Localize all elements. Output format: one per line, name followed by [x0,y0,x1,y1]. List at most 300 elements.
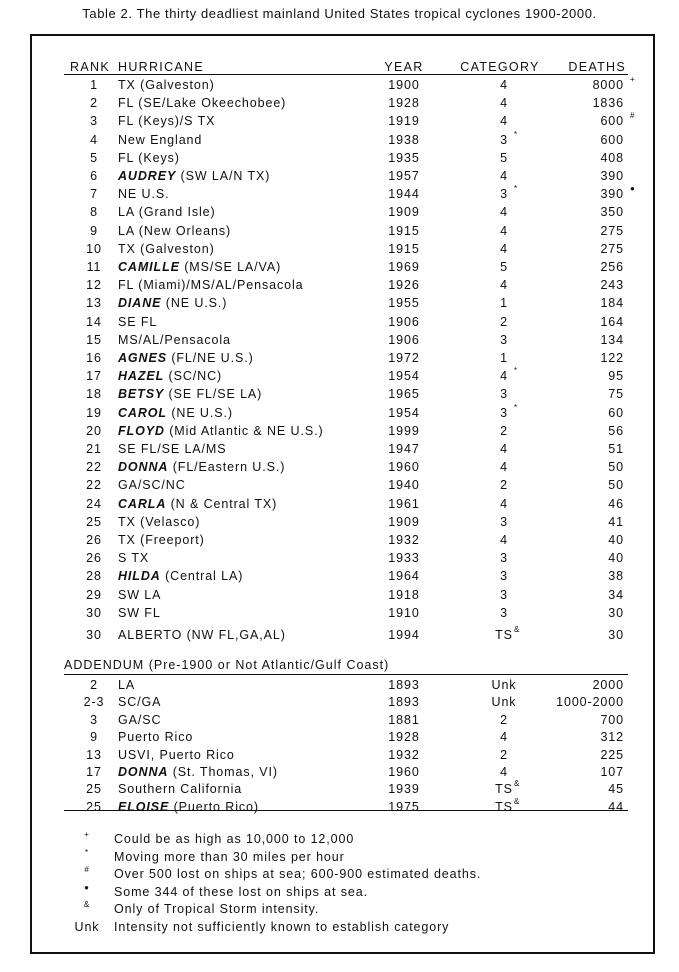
deaths-cell: 8000 + [556,76,624,94]
location-text: TX (Velasco) [118,514,201,529]
category-cell: 3 * [474,185,534,203]
rank-cell: 21 [86,442,102,456]
location-text: SE FL/SE LA/MS [118,442,227,456]
location-text: (FL/NE U.S.) [166,351,254,365]
rank-cell: 11 [86,260,102,274]
header-deaths: DEATHS [568,60,626,74]
category-cell: TS & [474,798,534,816]
year-cell: 1919 [388,114,420,129]
category-cell: 4 [500,114,508,129]
hurricane-cell [118,780,242,798]
storm-name: DIANE [118,296,162,311]
table-row [32,604,652,622]
deaths-footnote-mark: ● [630,184,635,194]
year-cell: 1906 [388,332,420,347]
addendum-rule-top [64,674,628,675]
category-cell: 4 [500,223,508,238]
deaths-cell: 184 [600,296,624,311]
table-row [32,531,652,549]
location-text: (FL/Eastern U.S.) [168,460,286,475]
rank-cell: 2-3 [83,695,105,710]
table-row [32,313,652,331]
year-cell: 1939 [388,782,420,797]
table-row [32,185,652,203]
location-text: USVI, Puerto Rico [118,747,235,762]
hurricane-cell [118,476,186,494]
table-row [32,440,652,458]
deaths-cell: 60 [608,405,624,420]
hurricane-cell [118,149,180,167]
location-text: (N & Central TX) [166,496,278,511]
location-text: Puerto Rico [118,730,194,745]
year-cell: 1957 [388,169,420,183]
footnote-text: Could be as high as 10,000 to 12,000 [114,832,355,846]
year-cell: 1932 [388,747,420,762]
location-text: TX (Galveston) [118,78,215,92]
category-cell: 2 [500,314,508,329]
table-row [32,404,652,422]
storm-name: HAZEL [118,369,165,384]
location-text: S TX [118,551,150,566]
year-cell: 1893 [388,678,420,692]
rank-cell: 12 [86,278,102,293]
hurricane-cell [118,458,285,476]
category-cell: 3 * [474,404,534,422]
rank-cell: 20 [86,423,102,438]
category-cell: Unk [491,695,517,710]
location-text: Southern California [118,782,243,797]
hurricane-cell [118,258,281,276]
category-cell: 3 [500,387,508,402]
footnote-symbol: ● [84,882,90,892]
table-row [32,385,652,403]
category-footnote-mark: * [514,366,518,376]
footnote-text: Moving more than 30 miles per hour [114,849,345,864]
hurricane-cell [118,495,277,513]
deaths-cell: 45 [608,782,624,797]
deaths-cell: 41 [608,514,624,529]
location-text: MS/AL/Pensacola [118,332,231,347]
rank-cell: 14 [86,314,102,329]
hurricane-cell [118,313,157,331]
addendum-title: ADDENDUM (Pre-1900 or Not Atlantic/Gulf Coast) [64,658,390,672]
storm-name: AGNES [118,351,167,365]
footnote-row [32,848,652,866]
addendum-row [32,676,652,694]
hurricane-cell [118,513,200,531]
footnote-row [32,883,652,901]
category-cell: Unk [491,678,517,692]
year-cell: 1915 [388,241,420,256]
deaths-cell: 30 [608,605,624,620]
rank-cell: 28 [86,569,102,584]
deaths-cell: 95 [608,369,624,384]
category-cell: 4 [500,442,508,456]
deaths-cell: 275 [600,223,624,238]
year-cell: 1932 [388,533,420,547]
hurricane-cell [118,167,270,185]
location-text: LA [118,678,136,692]
table-row [32,167,652,185]
hurricane-cell [118,240,215,258]
footnote-text: Some 344 of these lost on ships at sea. [114,884,368,899]
table-row [32,586,652,604]
category-footnote-mark: & [514,625,520,634]
category-cell: 3 [500,587,508,602]
addendum-row [32,711,652,729]
storm-name: DONNA [118,460,169,475]
rank-cell: 15 [86,332,102,347]
location-text: (St. Thomas, VI) [168,765,278,779]
rank-cell: 17 [86,765,102,779]
location-text: (Puerto Rico) [169,799,259,814]
table-row [32,76,652,94]
table-row [32,112,652,130]
deaths-footnote-mark: # [630,111,635,121]
deaths-cell: 600 # [556,112,624,130]
hurricane-cell [118,94,286,112]
rank-cell: 2 [90,678,98,692]
footnote-text: Intensity not sufficiently known to establish category [114,920,450,934]
year-cell: 1999 [388,423,420,438]
hurricane-cell [118,294,227,312]
hurricane-cell [118,276,304,294]
category-cell: 4 [500,765,508,779]
table-row [32,331,652,349]
year-cell: 1881 [388,712,420,727]
year-cell: 1964 [388,569,420,584]
footnote-row [32,918,652,936]
category-cell: 5 [500,150,508,165]
rank-cell: 30 [86,628,102,642]
location-text: FL (Keys) [118,150,180,165]
deaths-cell: 243 [600,278,624,293]
hurricane-cell [118,711,161,729]
location-text: New England [118,132,203,147]
footnote-symbol: # [84,865,90,875]
category-cell: 4 [500,533,508,547]
storm-name: FLOYD [118,423,165,438]
year-cell: 1928 [388,96,420,111]
category-cell: 3 [500,605,508,620]
deaths-cell: 390 ● [556,185,624,203]
year-cell: 1893 [388,695,420,710]
hurricane-cell [118,112,215,130]
location-text: (NE U.S.) [161,296,228,311]
hurricane-cell [118,693,161,711]
category-cell: 4 [500,241,508,256]
hurricane-cell [118,567,243,585]
storm-name: HILDA [118,569,161,584]
category-cell: 2 [500,712,508,727]
year-cell: 1938 [388,132,420,147]
deaths-cell: 312 [600,730,624,745]
rank-cell: 9 [90,730,98,745]
hurricane-cell [118,763,278,781]
rank-cell: 16 [86,351,102,365]
rank-cell: 24 [86,496,102,511]
hurricane-cell [118,385,262,403]
location-text: SW FL [118,605,161,620]
rank-cell: 7 [90,187,98,202]
location-text: (NE U.S.) [166,405,233,420]
footnote-row [32,900,652,918]
addendum-row [32,780,652,798]
hurricane-cell [118,131,202,149]
hurricane-cell [118,676,135,694]
footnote-text: Only of Tropical Storm intensity. [114,902,320,917]
category-footnote-mark: * [514,402,518,412]
table-row [32,349,652,367]
category-footnote-mark: & [514,779,520,789]
footnote-symbol: * [84,847,89,857]
location-text: SE FL [118,314,158,329]
location-text: (SE FL/SE LA) [164,387,263,402]
table-row [32,513,652,531]
header-rule [64,74,628,75]
year-cell: 1954 [388,369,420,384]
category-cell: 4 * [474,367,534,385]
category-cell: 4 [500,496,508,511]
table-row [32,495,652,513]
year-cell: 1944 [388,187,420,202]
deaths-cell: 600 [600,132,624,147]
year-cell: 1947 [388,442,420,456]
table-row [32,626,652,644]
year-cell: 1965 [388,387,420,402]
year-cell: 1900 [388,78,420,92]
table-frame [30,34,655,954]
year-cell: 1918 [388,587,420,602]
rank-cell: 3 [90,712,98,727]
category-cell: TS & [474,626,534,644]
rank-cell: 10 [86,241,102,256]
table-row [32,94,652,112]
table-row [32,222,652,240]
location-text: FL (Keys)/S TX [118,114,216,129]
hurricane-cell [118,798,259,816]
rank-cell: 26 [86,551,102,566]
rank-cell: 17 [86,369,102,384]
category-cell: 4 [500,96,508,111]
table-row [32,567,652,585]
location-text: (SC/NC) [164,369,223,384]
rank-cell: 22 [86,478,102,493]
footnote-row [32,865,652,883]
year-cell: 1909 [388,514,420,529]
category-cell: 4 [500,278,508,293]
location-text: LA (New Orleans) [118,223,232,238]
hurricane-cell [118,549,149,567]
table-row [32,458,652,476]
addendum-row [32,746,652,764]
location-text: GA/SC [118,712,162,727]
rank-cell: 4 [90,132,98,147]
location-text: NE U.S. [118,187,170,202]
rank-cell: 9 [90,223,98,238]
deaths-cell: 34 [608,587,624,602]
table-row [32,367,652,385]
footnote-symbol: & [83,900,91,910]
addendum-row [32,763,652,781]
hurricane-cell [118,531,205,549]
footnote-symbol: Unk [74,920,100,934]
deaths-cell: 700 [600,712,624,727]
rank-cell: 22 [86,460,102,475]
hurricane-cell [118,185,169,203]
location-text: SC/GA [118,695,162,710]
location-text: (Central LA) [160,569,244,584]
table-row [32,476,652,494]
year-cell: 1906 [388,314,420,329]
storm-name: AUDREY [118,169,177,183]
hurricane-cell [118,440,226,458]
category-cell: TS & [474,780,534,798]
header-hurricane: HURRICANE [118,60,205,74]
hurricane-cell [118,404,233,422]
table-row [32,258,652,276]
header-category: CATEGORY [460,60,540,74]
rank-cell: 13 [86,747,102,762]
table-row [32,276,652,294]
year-cell: 1915 [388,223,420,238]
deaths-cell: 2000 [592,678,624,692]
table-row [32,203,652,221]
rank-cell: 3 [90,114,98,129]
hurricane-cell [118,746,235,764]
storm-name: BETSY [118,387,165,402]
year-cell: 1928 [388,730,420,745]
rank-cell: 8 [90,205,98,220]
year-cell: 1940 [388,478,420,493]
category-cell: 4 [500,460,508,475]
deaths-cell: 50 [608,478,624,493]
category-cell: 3 * [474,131,534,149]
rank-cell: 29 [86,587,102,602]
table-row [32,149,652,167]
location-text: GA/SC/NC [118,478,186,493]
rank-cell: 26 [86,533,102,547]
addendum-row [32,728,652,746]
location-text: (Mid Atlantic & NE U.S.) [164,423,324,438]
year-cell: 1994 [388,628,420,642]
deaths-cell: 44 [608,799,624,814]
hurricane-cell [118,604,161,622]
category-cell: 4 [500,730,508,745]
category-footnote-mark: * [514,129,518,139]
rank-cell: 6 [90,169,98,183]
deaths-cell: 30 [608,628,624,642]
location-text: (SW LA/N TX) [176,169,271,183]
deaths-cell: 1000-2000 [556,695,624,710]
year-cell: 1960 [388,460,420,475]
hurricane-cell [118,367,222,385]
deaths-cell: 46 [608,496,624,511]
year-cell: 1910 [388,605,420,620]
rank-cell: 25 [86,782,102,797]
table-row [32,422,652,440]
header-rank: RANK [70,60,110,74]
category-footnote-mark: * [514,184,518,194]
location-text: (MS/SE LA/VA) [179,260,282,274]
year-cell: 1954 [388,405,420,420]
footnote-text: Over 500 lost on ships at sea; 600-900 estimated deaths. [114,867,482,882]
hurricane-cell [118,626,286,644]
location-text: ALBERTO (NW FL,GA,AL) [118,628,286,642]
deaths-cell: 408 [600,150,624,165]
deaths-cell: 275 [600,241,624,256]
location-text: TX (Freeport) [118,533,205,547]
deaths-cell: 256 [600,260,624,274]
deaths-cell: 50 [608,460,624,475]
table-caption: Table 2. The thirty deadliest mainland United States tropical cyclones 1900-2000. [82,6,597,21]
rank-cell: 1 [90,78,98,92]
rank-cell: 19 [86,405,102,420]
hurricane-cell [118,222,231,240]
deaths-cell: 51 [608,442,624,456]
category-cell: 2 [500,423,508,438]
addendum-row [32,693,652,711]
rank-cell: 30 [86,605,102,620]
year-cell: 1933 [388,551,420,566]
table-row [32,294,652,312]
deaths-cell: 40 [608,533,624,547]
rank-cell: 18 [86,387,102,402]
location-text: FL (SE/Lake Okeechobee) [118,96,287,111]
category-cell: 3 [500,569,508,584]
storm-name: CARLA [118,496,167,511]
storm-name: ELOISE [118,799,170,814]
year-cell: 1969 [388,260,420,274]
deaths-cell: 225 [600,747,624,762]
year-cell: 1909 [388,205,420,220]
deaths-cell: 38 [608,569,624,584]
rank-cell: 2 [90,96,98,111]
deaths-cell: 390 [600,169,624,183]
deaths-cell: 56 [608,423,624,438]
deaths-cell: 122 [600,351,624,365]
category-cell: 1 [500,296,508,311]
hurricane-cell [118,203,216,221]
rank-cell: 25 [86,799,102,814]
table-row [32,240,652,258]
location-text: LA (Grand Isle) [118,205,216,220]
hurricane-cell [118,349,254,367]
rank-cell: 13 [86,296,102,311]
category-footnote-mark: & [514,796,520,806]
category-cell: 4 [500,78,508,92]
year-cell: 1960 [388,765,420,779]
category-cell: 5 [500,260,508,274]
category-cell: 4 [500,169,508,183]
table-row [32,131,652,149]
year-cell: 1955 [388,296,420,311]
table-row [32,549,652,567]
year-cell: 1972 [388,351,420,365]
addendum-row [32,798,652,816]
year-cell: 1926 [388,278,420,293]
category-cell: 4 [500,205,508,220]
hurricane-cell [118,422,324,440]
hurricane-cell [118,728,193,746]
location-text: FL (Miami)/MS/AL/Pensacola [118,278,304,293]
location-text: SW LA [118,587,162,602]
storm-name: DONNA [118,765,169,779]
deaths-cell: 1836 [592,96,624,111]
deaths-cell: 107 [600,765,624,779]
category-cell: 3 [500,514,508,529]
footnote-symbol: + [84,830,90,839]
